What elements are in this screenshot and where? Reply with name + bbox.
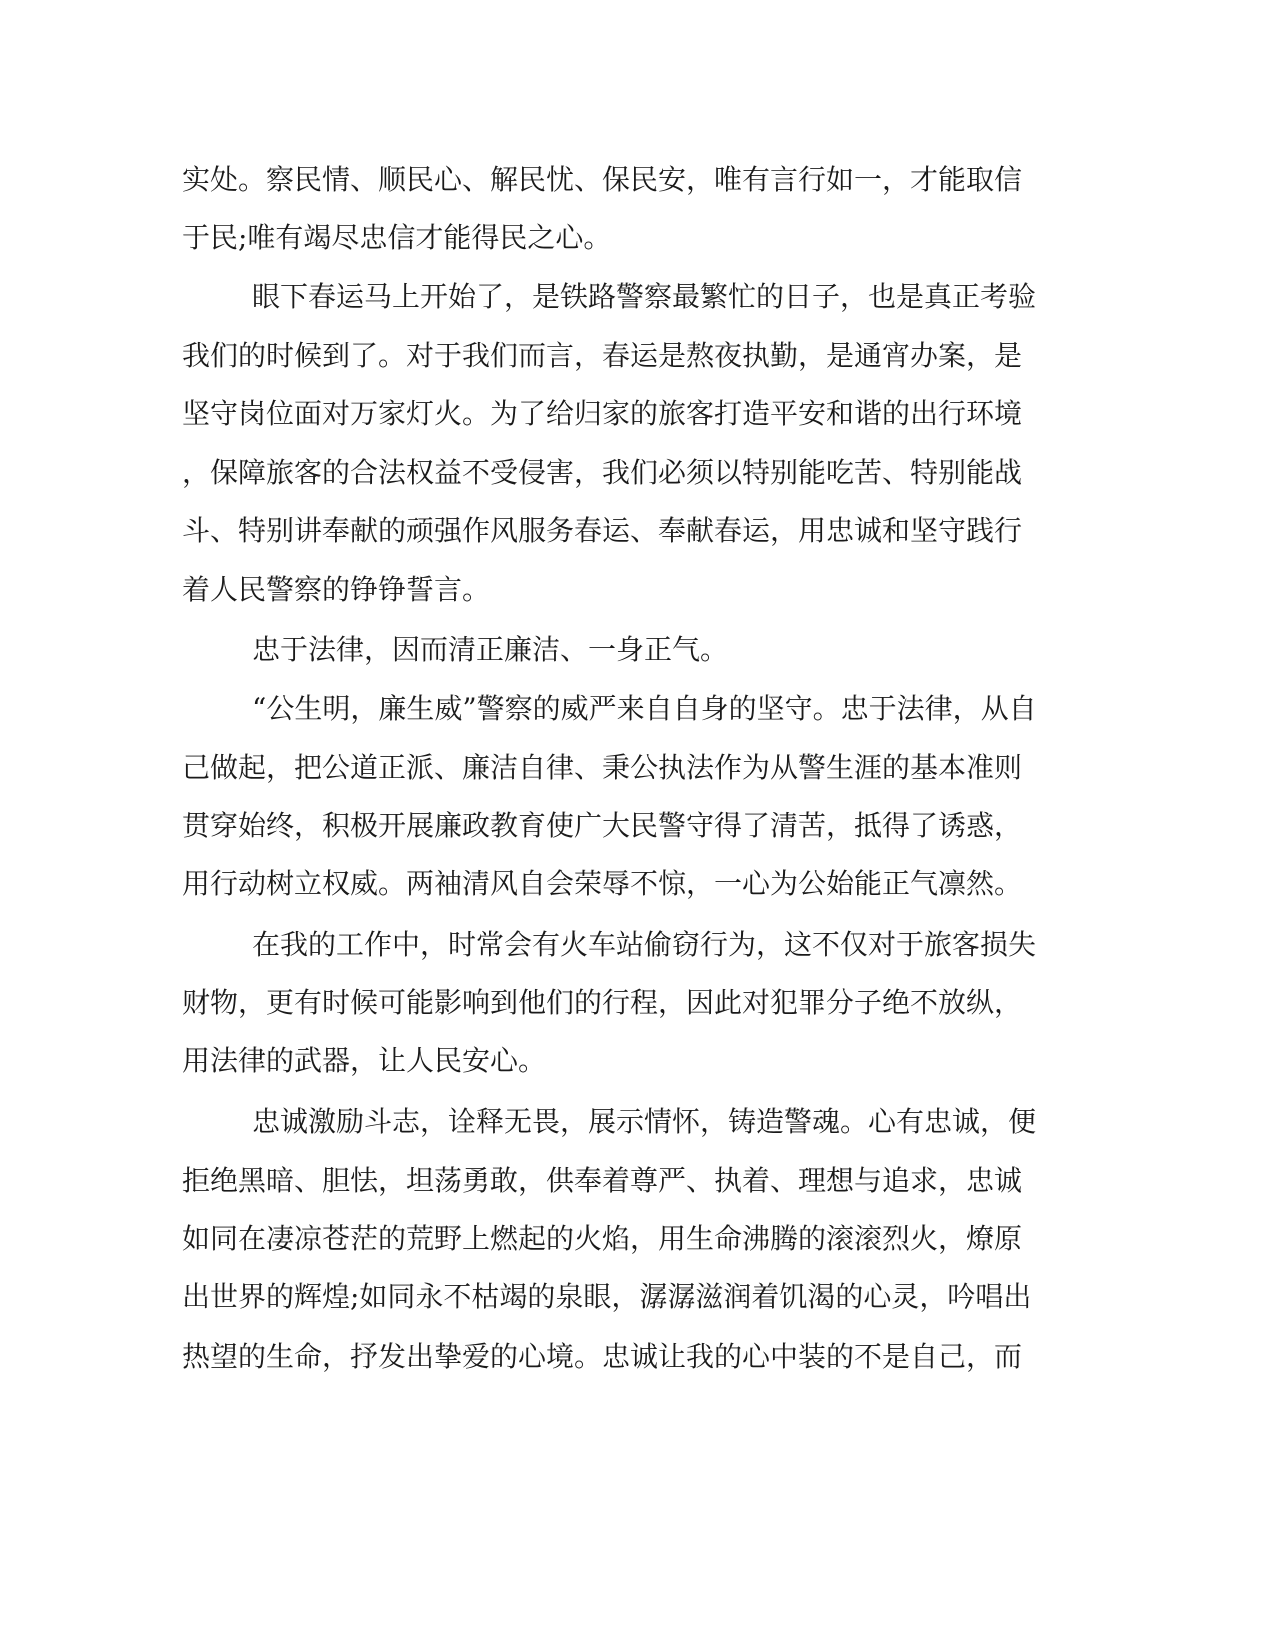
text-line: 着人民警察的铮铮誓言。 (182, 573, 491, 606)
text-line: 热望的生命，抒发出挚爱的心境。忠诚让我的心中装的不是自己，而 (182, 1340, 1023, 1373)
text-line: “公生明，廉生威”警察的威严来自自身的坚守。忠于法律，从自 (252, 692, 1037, 725)
text-line: 财物，更有时候可能影响到他们的行程，因此对犯罪分子绝不放纵， (182, 986, 1023, 1019)
text-line: 己做起，把公道正派、廉洁自律、秉公执法作为从警生涯的基本准则 (182, 751, 1023, 784)
text-line: 如同在凄凉苍茫的荒野上燃起的火焰，用生命沸腾的滚滚烈火，燎原 (182, 1222, 1023, 1255)
text-line: 出世界的辉煌;如同永不枯竭的泉眼，潺潺滋润着饥渴的心灵，吟唱出 (182, 1280, 1032, 1313)
text-line: 用行动树立权威。两袖清风自会荣辱不惊，一心为公始能正气凛然。 (182, 867, 1023, 900)
text-line: 在我的工作中，时常会有火车站偷窃行为，这不仅对于旅客损失 (252, 928, 1037, 961)
text-line: 我们的时候到了。对于我们而言，春运是熬夜执勤，是通宵办案，是 (182, 339, 1023, 372)
text-line: 斗、特别讲奉献的顽强作风服务春运、奉献春运，用忠诚和坚守践行 (182, 514, 1023, 547)
text-line: 拒绝黑暗、胆怯，坦荡勇敢，供奉着尊严、执着、理想与追求，忠诚 (182, 1164, 1023, 1197)
text-line: 坚守岗位面对万家灯火。为了给归家的旅客打造平安和谐的出行环境 (182, 397, 1023, 430)
text-line: 用法律的武器，让人民安心。 (182, 1044, 547, 1077)
text-line: 贯穿始终，积极开展廉政教育使广大民警守得了清苦，抵得了诱惑， (182, 809, 1023, 842)
text-line: 忠于法律，因而清正廉洁、一身正气。 (252, 633, 729, 666)
text-line: 实处。察民情、顺民心、解民忧、保民安，唯有言行如一，才能取信 (182, 163, 1023, 196)
text-line: 眼下春运马上开始了，是铁路警察最繁忙的日子，也是真正考验 (252, 280, 1037, 313)
text-line: ，保障旅客的合法权益不受侵害，我们必须以特别能吃苦、特别能战 (182, 456, 1023, 489)
text-line: 忠诚激励斗志，诠释无畏，展示情怀，铸造警魂。心有忠诚，便 (252, 1105, 1037, 1138)
text-line: 于民;唯有竭尽忠信才能得民之心。 (182, 221, 612, 254)
